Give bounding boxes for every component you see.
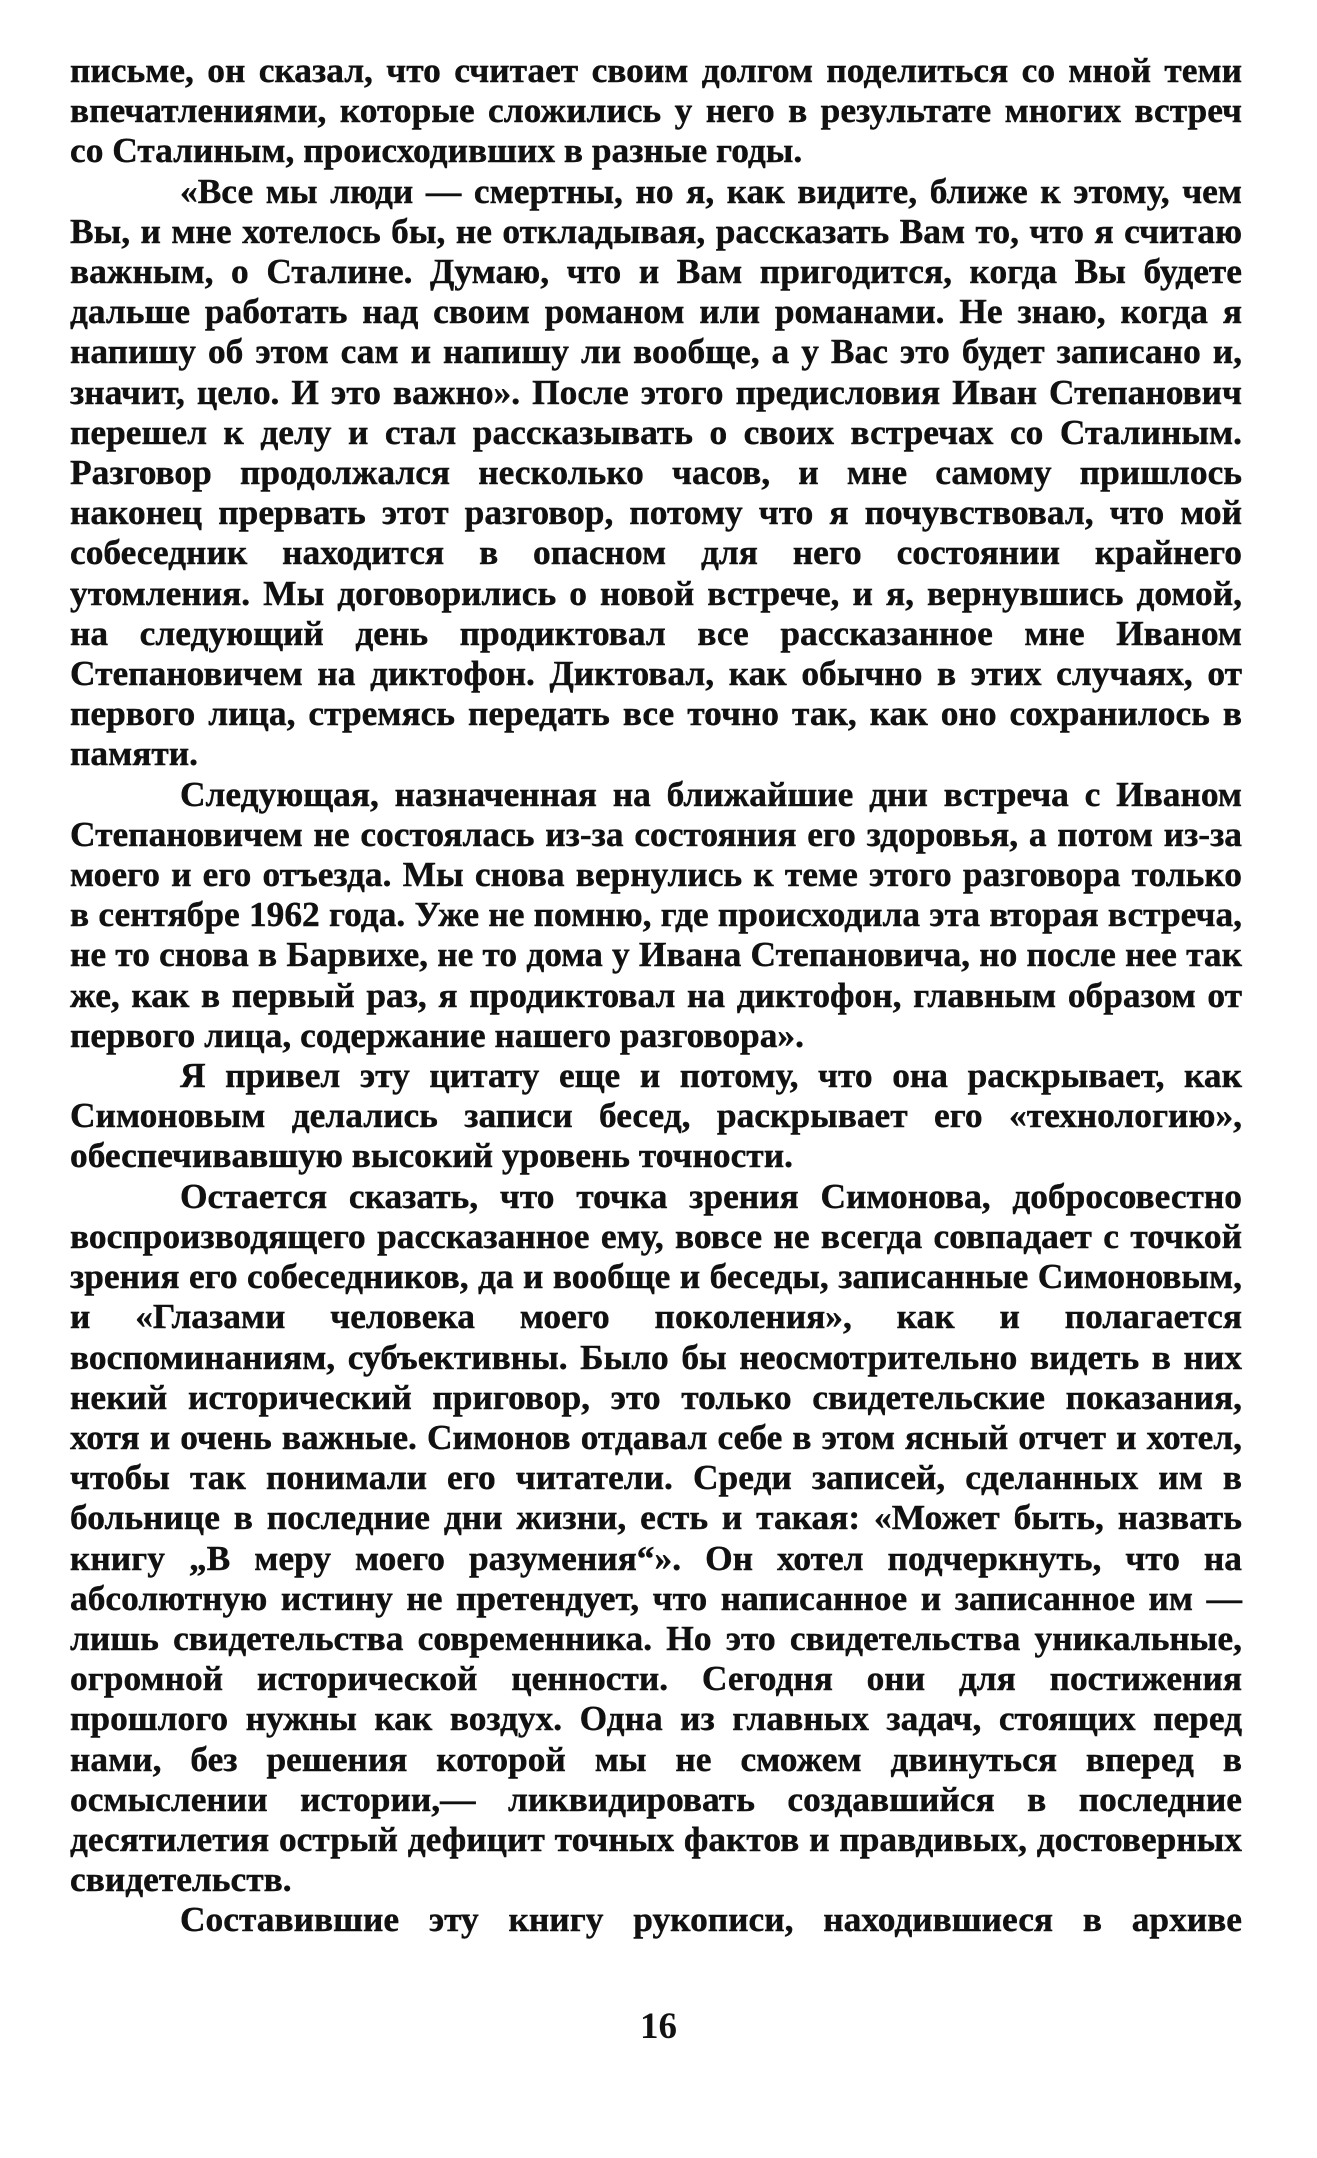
paragraph-archive: Составившие эту книгу рукописи, находившиеся в архиве — [180, 1899, 1242, 1940]
paragraph-point-of-view: Остается сказать, что точка зрения Симонова, добросовестно воспроизводящего рассказанное ему, вовсе не всегда совпадает с точкой зрения его собеседников, да и вообще и беседы, записанные Симоновым, и «Глазами человека моего поколения», как и полагается воспоминаниям, субъективны. Было бы неосмотрительно видеть в них некий исторический приговор, это только свидетельские показания, хотя и очень важные. Симонов отдавал себе в этом ясный отчет и хотел, чтобы так понимали его читатели. Среди записей, сделанных им в больнице в последние дни жизни, есть и такая: «Может быть, назвать книгу „В меру моего разумения“». Он хотел подчеркнуть, что на абсолютную истину не претендует, что написанное и записанное им — лишь свидетельства современника. Но это свидетельства уникальные, огромной исторической ценности. Сегодня они для постижения прошлого нужны как воздух. Одна из главных задач, стоящих перед нами, без решения которой мы не сможем двинуться вперед в осмыслении истории,— ликвидировать создавшийся в последние десятилетия острый дефицит точных фактов и правдивых, достоверных свидетельств. — [70, 1175, 1242, 1900]
paragraph-continuation: письме, он сказал, что считает своим долгом поделиться со мной теми впечатлениями, которые сложились у него в результате многих встреч со Сталиным, происходивших в разные годы. — [70, 50, 1242, 171]
paragraph-quote-meeting: «Все мы люди — смертны, но я, как видите, ближе к этому, чем Вы, и мне хотелось бы, не откладывая, рассказать Вам то, что я считаю важным, о Сталине. Думаю, что и Вам пригодится, когда Вы будете дальше работать над своим романом или романами. Не знаю, когда я напишу об этом сам и напишу ли вообще, а у Вас это будет записано и, значит, цело. И это важно». После этого предисловия Иван Степанович перешел к делу и стал рассказывать о своих встречах со Сталиным. Разговор продолжался несколько часов, и мне самому пришлось наконец прервать этот разговор, потому что я почувствовал, что мой собеседник находится в опасном для него состоянии крайнего утомления. Мы договорились о новой встрече, и я, вернувшись домой, на следующий день продиктовал все рассказанное мне Иваном Степановичем на диктофон. Диктовал, как обычно в этих случаях, от первого лица, стремясь передать все точно так, как оно сохранилось в памяти. — [70, 170, 1242, 774]
paragraph-technology: Я привел эту цитату еще и потому, что она раскрывает, как Симоновым делались записи бесед, раскрывает его «технологию», обеспечивавшую высокий уровень точности. — [70, 1055, 1242, 1176]
page-number: 16 — [640, 2006, 677, 2047]
paragraph-second-meeting: Следующая, назначенная на ближайшие дни встреча с Иваном Степановичем не состоялась из-за состояния его здоровья, а потом из-за моего и его отъезда. Мы снова вернулись к теме этого разговора только в сентябре 1962 года. Уже не помню, где происходила эта вторая встреча, не то снова в Барвихе, не то дома у Ивана Степановича, но после нее так же, как в первый раз, я продиктовал на диктофон, главным образом от первого лица, содержание нашего разговора». — [70, 773, 1242, 1055]
page-body — [70, 50, 1242, 1940]
